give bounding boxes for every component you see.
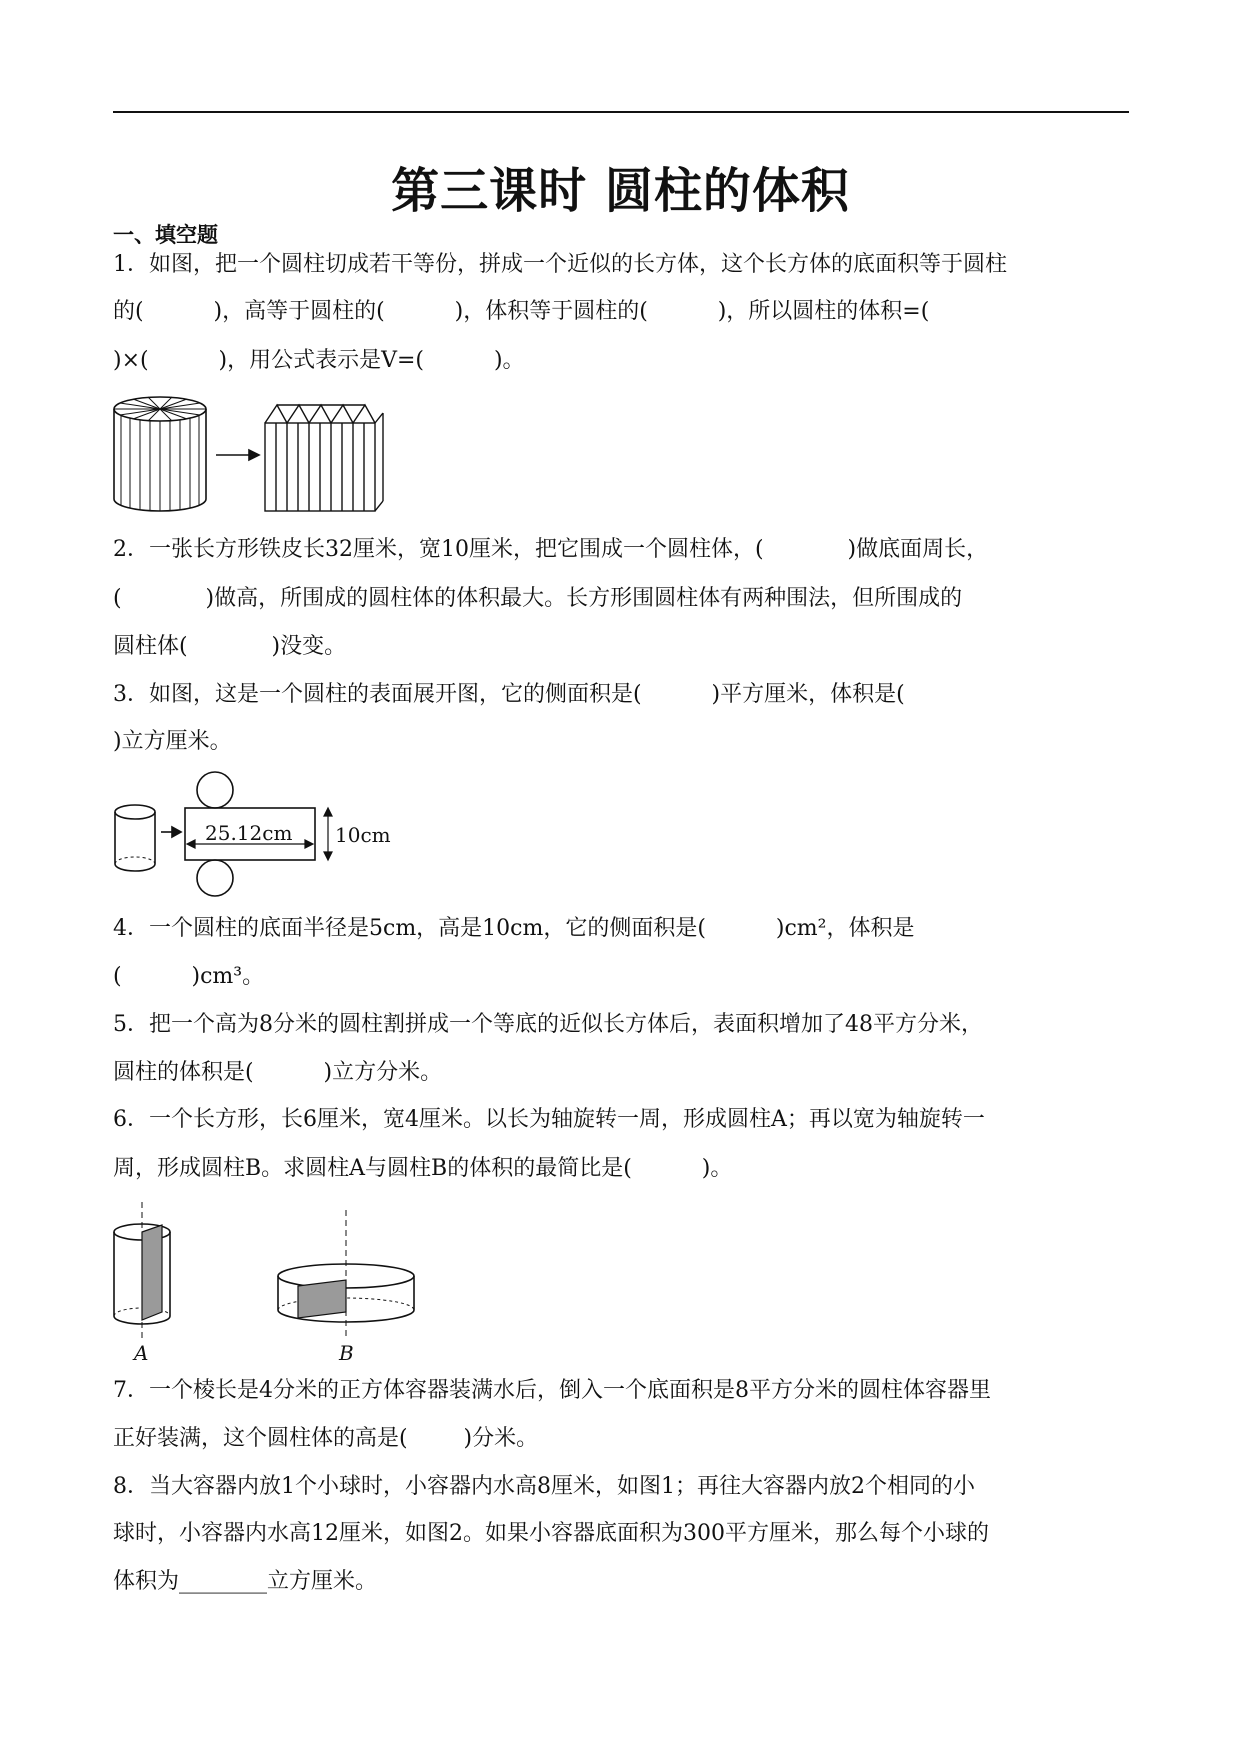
header-rule: [113, 111, 1129, 113]
q5-line-2: 圆柱的体积是( )立方分米。: [113, 1060, 443, 1085]
q7-line-1: 7．一个棱长是4分米的正方体容器装满水后，倒入一个底面积是8平方分米的圆柱体容器里: [113, 1378, 991, 1403]
q6-line-2: 周，形成圆柱B。求圆柱A与圆柱B的体积的最简比是( )。: [113, 1156, 733, 1181]
q1-figure: [113, 395, 393, 515]
q6-label-a: A: [134, 1341, 149, 1365]
q2-line-1: 2．一张长方形铁皮长32厘米，宽10厘米，把它围成一个圆柱体，( )做底面周长，: [113, 537, 989, 562]
q3-height-label: 10cm: [335, 823, 391, 847]
q4-line-2: ( )cm³。: [113, 964, 265, 989]
section-heading: 一、填空题: [113, 223, 218, 247]
q8-line-3: 体积为________立方厘米。: [113, 1569, 378, 1594]
q7-line-2: 正好装满，这个圆柱体的高是( )分米。: [113, 1426, 539, 1451]
q1-line-3: )×( )，用公式表示是V=( )。: [113, 348, 525, 373]
q3-length-label: 25.12cm: [205, 821, 293, 845]
q2-line-3: 圆柱体( )没变。: [113, 634, 347, 659]
q1-line-2: 的( )，高等于圆柱的( )，体积等于圆柱的( )，所以圆柱的体积=(: [113, 299, 930, 324]
q6-label-b: B: [339, 1341, 354, 1365]
q3-line-1: 3．如图，这是一个圆柱的表面展开图，它的侧面积是( )平方厘米，体积是(: [113, 682, 905, 707]
q6-line-1: 6．一个长方形，长6厘米，宽4厘米。以长为轴旋转一周，形成圆柱A；再以宽为轴旋转一: [113, 1107, 985, 1132]
q5-line-1: 5．把一个高为8分米的圆柱割拼成一个等底的近似长方体后，表面积增加了48平方分米，: [113, 1012, 983, 1037]
q2-line-2: ( )做高，所围成的圆柱体的体积最大。长方形围圆柱体有两种围法，但所围成的: [113, 586, 963, 611]
q3-line-2: )立方厘米。: [113, 729, 232, 754]
q1-line-1: 1．如图，把一个圆柱切成若干等份，拼成一个近似的长方体，这个长方体的底面积等于圆柱: [113, 252, 1008, 277]
q4-line-1: 4．一个圆柱的底面半径是5cm，高是10cm，它的侧面积是( )cm²，体积是: [113, 916, 915, 941]
q8-line-1: 8．当大容器内放1个小球时，小容器内水高8厘米，如图1；再往大容器内放2个相同的小: [113, 1474, 975, 1499]
page-title: 第三课时 圆柱的体积: [391, 163, 850, 219]
q8-line-2: 球时，小容器内水高12厘米，如图2。如果小容器底面积为300平方厘米，那么每个小球的: [113, 1521, 989, 1546]
q3-figure: [113, 772, 391, 902]
q6-figure: [110, 1200, 430, 1370]
